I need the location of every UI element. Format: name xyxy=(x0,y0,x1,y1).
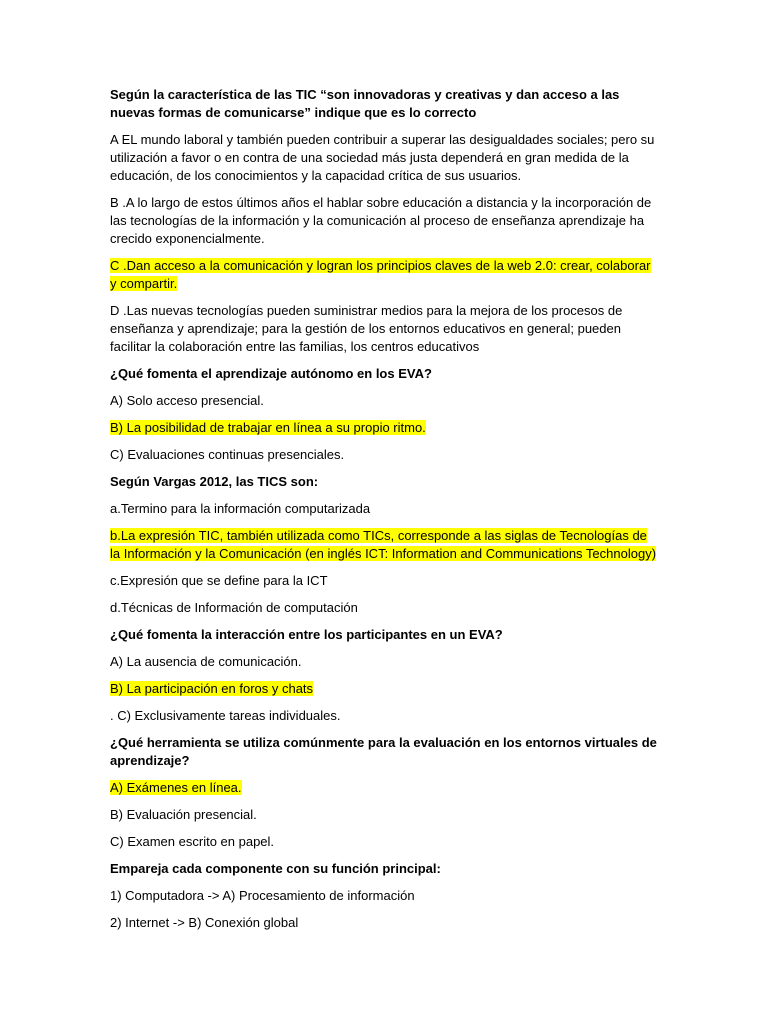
q1-option-a: A EL mundo laboral y también pueden contribuir a superar las desigualdades sociales; pero su utilización a favor o en contra de una sociedad más justa dependerá en gran medida de la educación, de los conocimientos y la capacidad crítica de sus usuarios. xyxy=(110,132,655,183)
q6-item-1: 1) Computadora -> A) Procesamiento de información xyxy=(110,888,415,903)
question-6: Empareja cada componente con su función principal: xyxy=(110,861,441,876)
question-3: Según Vargas 2012, las TICS son: xyxy=(110,474,319,489)
question-2: ¿Qué fomenta el aprendizaje autónomo en los EVA? xyxy=(110,366,432,381)
question-4: ¿Qué fomenta la interacción entre los participantes en un EVA? xyxy=(110,627,503,642)
q5-option-a-highlighted: A) Exámenes en línea. xyxy=(110,780,242,795)
question-1: Según la característica de las TIC “son innovadoras y creativas y dan acceso a las nuevas formas de comunicarse” indique que es lo correcto xyxy=(110,87,620,120)
q3-option-a: a.Termino para la información computarizada xyxy=(110,501,371,516)
q4-option-a: A) La ausencia de comunicación. xyxy=(110,654,302,669)
q2-option-a: A) Solo acceso presencial. xyxy=(110,393,264,408)
q4-option-b-highlighted: B) La participación en foros y chats xyxy=(110,681,314,696)
question-5: ¿Qué herramienta se utiliza comúnmente para la evaluación en los entornos virtuales de aprendizaje? xyxy=(110,735,657,768)
q5-option-b: B) Evaluación presencial. xyxy=(110,807,257,822)
q6-item-2: 2) Internet -> B) Conexión global xyxy=(110,915,299,930)
q3-option-c: c.Expresión que se define para la ICT xyxy=(110,573,328,588)
q2-option-b-highlighted: B) La posibilidad de trabajar en línea a su propio ritmo. xyxy=(110,420,426,435)
q1-option-b: B .A lo largo de estos últimos años el hablar sobre educación a distancia y la incorporación de las tecnologías de la información y la comunicación al proceso de enseñanza aprendizaje ha crecido exponencialmente. xyxy=(110,195,652,246)
q4-option-c: . C) Exclusivamente tareas individuales. xyxy=(110,708,341,723)
q5-option-c: C) Examen escrito en papel. xyxy=(110,834,275,849)
q3-option-b-highlighted: b.La expresión TIC, también utilizada como TICs, corresponde a las siglas de Tecnologías de la Información y la Comunicación (en inglés ICT: Information and Communications Technology) xyxy=(110,528,657,561)
q2-option-c: C) Evaluaciones continuas presenciales. xyxy=(110,447,345,462)
q1-option-c-highlighted: C .Dan acceso a la comunicación y logran los principios claves de la web 2.0: crear, colaborar y compartir. xyxy=(110,258,651,291)
q1-option-d: D .Las nuevas tecnologías pueden suministrar medios para la mejora de los procesos de enseñanza y aprendizaje; para la gestión de los entornos educativos en general; pueden facilitar la colaboración entre las familias, los centros educativos xyxy=(110,303,623,354)
q3-option-d: d.Técnicas de Información de computación xyxy=(110,600,358,615)
document-page xyxy=(110,86,658,941)
